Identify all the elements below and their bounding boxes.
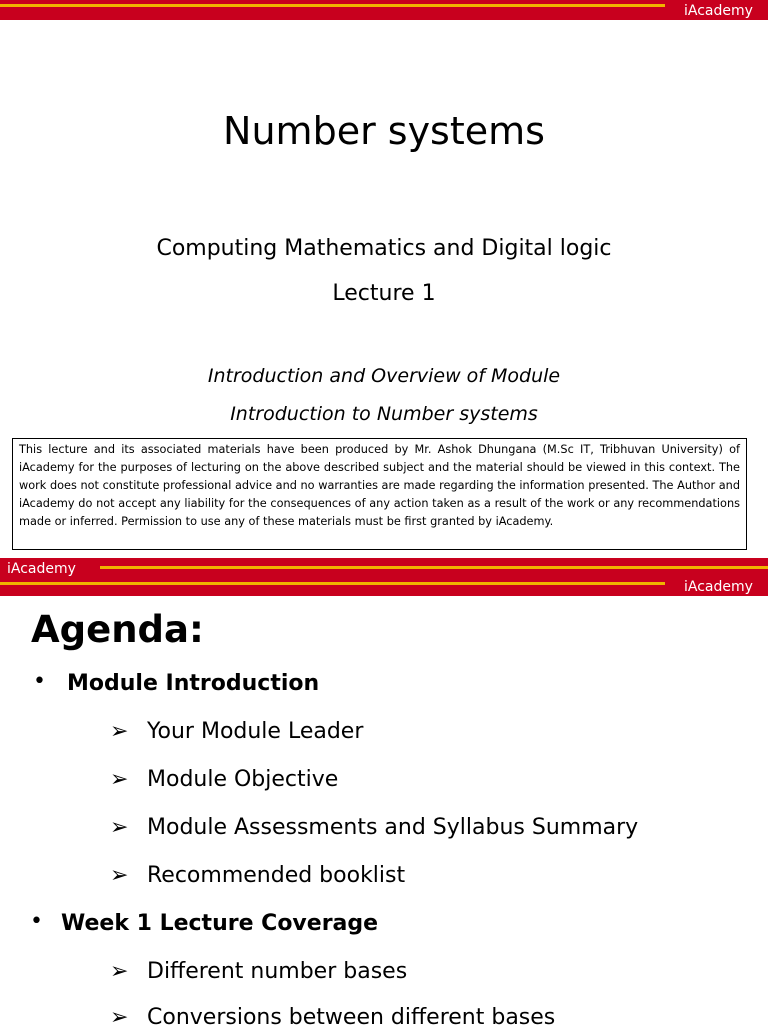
agenda-item-assessments: Module Assessments and Syllabus Summary [147,815,639,840]
bottom-banner-red [100,558,768,566]
bottom-banner-red-lower [100,569,768,578]
section-heading-week1: Week 1 Lecture Coverage [61,911,379,936]
agenda-title: Agenda: [31,608,204,651]
intro-line-1: Introduction and Overview of Module [207,365,561,387]
arrow-icon: ➢ [110,1005,129,1030]
arrow-icon: ➢ [110,959,129,984]
lecture-number: Lecture 1 [332,281,436,306]
arrow-icon: ➢ [110,719,129,744]
bullet-icon: • [33,669,46,694]
intro-line-2: Introduction to Number systems [230,403,538,425]
disclaimer-box: This lecture and its associated materials have been produced by Mr. Ashok Dhungana (M.Sc IT, Tribhuvan University) of iAcademy for the purposes of lecturing on the above described subject and the material should be viewed in this context. The work does not constitute professional advice and no warranties are made regarding the information presented. The Author and iAcademy do not accept any liability for the consequences of any action taken as a result of the work or any recommendations made or inferred. Permission to use any of these materials must be first granted by iAcademy. [12,438,747,550]
bullet-icon: • [30,909,43,934]
agenda-item-number-bases: Different number bases [147,959,408,984]
slide-title: Number systems [223,109,545,153]
top-banner-red-lower [0,7,665,20]
section-heading-module-intro: Module Introduction [67,671,320,696]
arrow-icon: ➢ [110,863,129,888]
brand-label-top: iAcademy [684,3,753,19]
arrow-icon: ➢ [110,767,129,792]
arrow-icon: ➢ [110,815,129,840]
agenda-item-module-leader: Your Module Leader [147,719,364,744]
slide2-banner-red-lower [0,585,665,596]
slide2-brand-label: iAcademy [684,579,753,595]
course-subtitle: Computing Mathematics and Digital logic [156,236,612,261]
agenda-item-module-objective: Module Objective [147,767,339,792]
brand-label-bottom: iAcademy [7,561,76,577]
agenda-item-booklist: Recommended booklist [147,863,406,888]
agenda-item-conversions: Conversions between different bases [147,1005,556,1030]
